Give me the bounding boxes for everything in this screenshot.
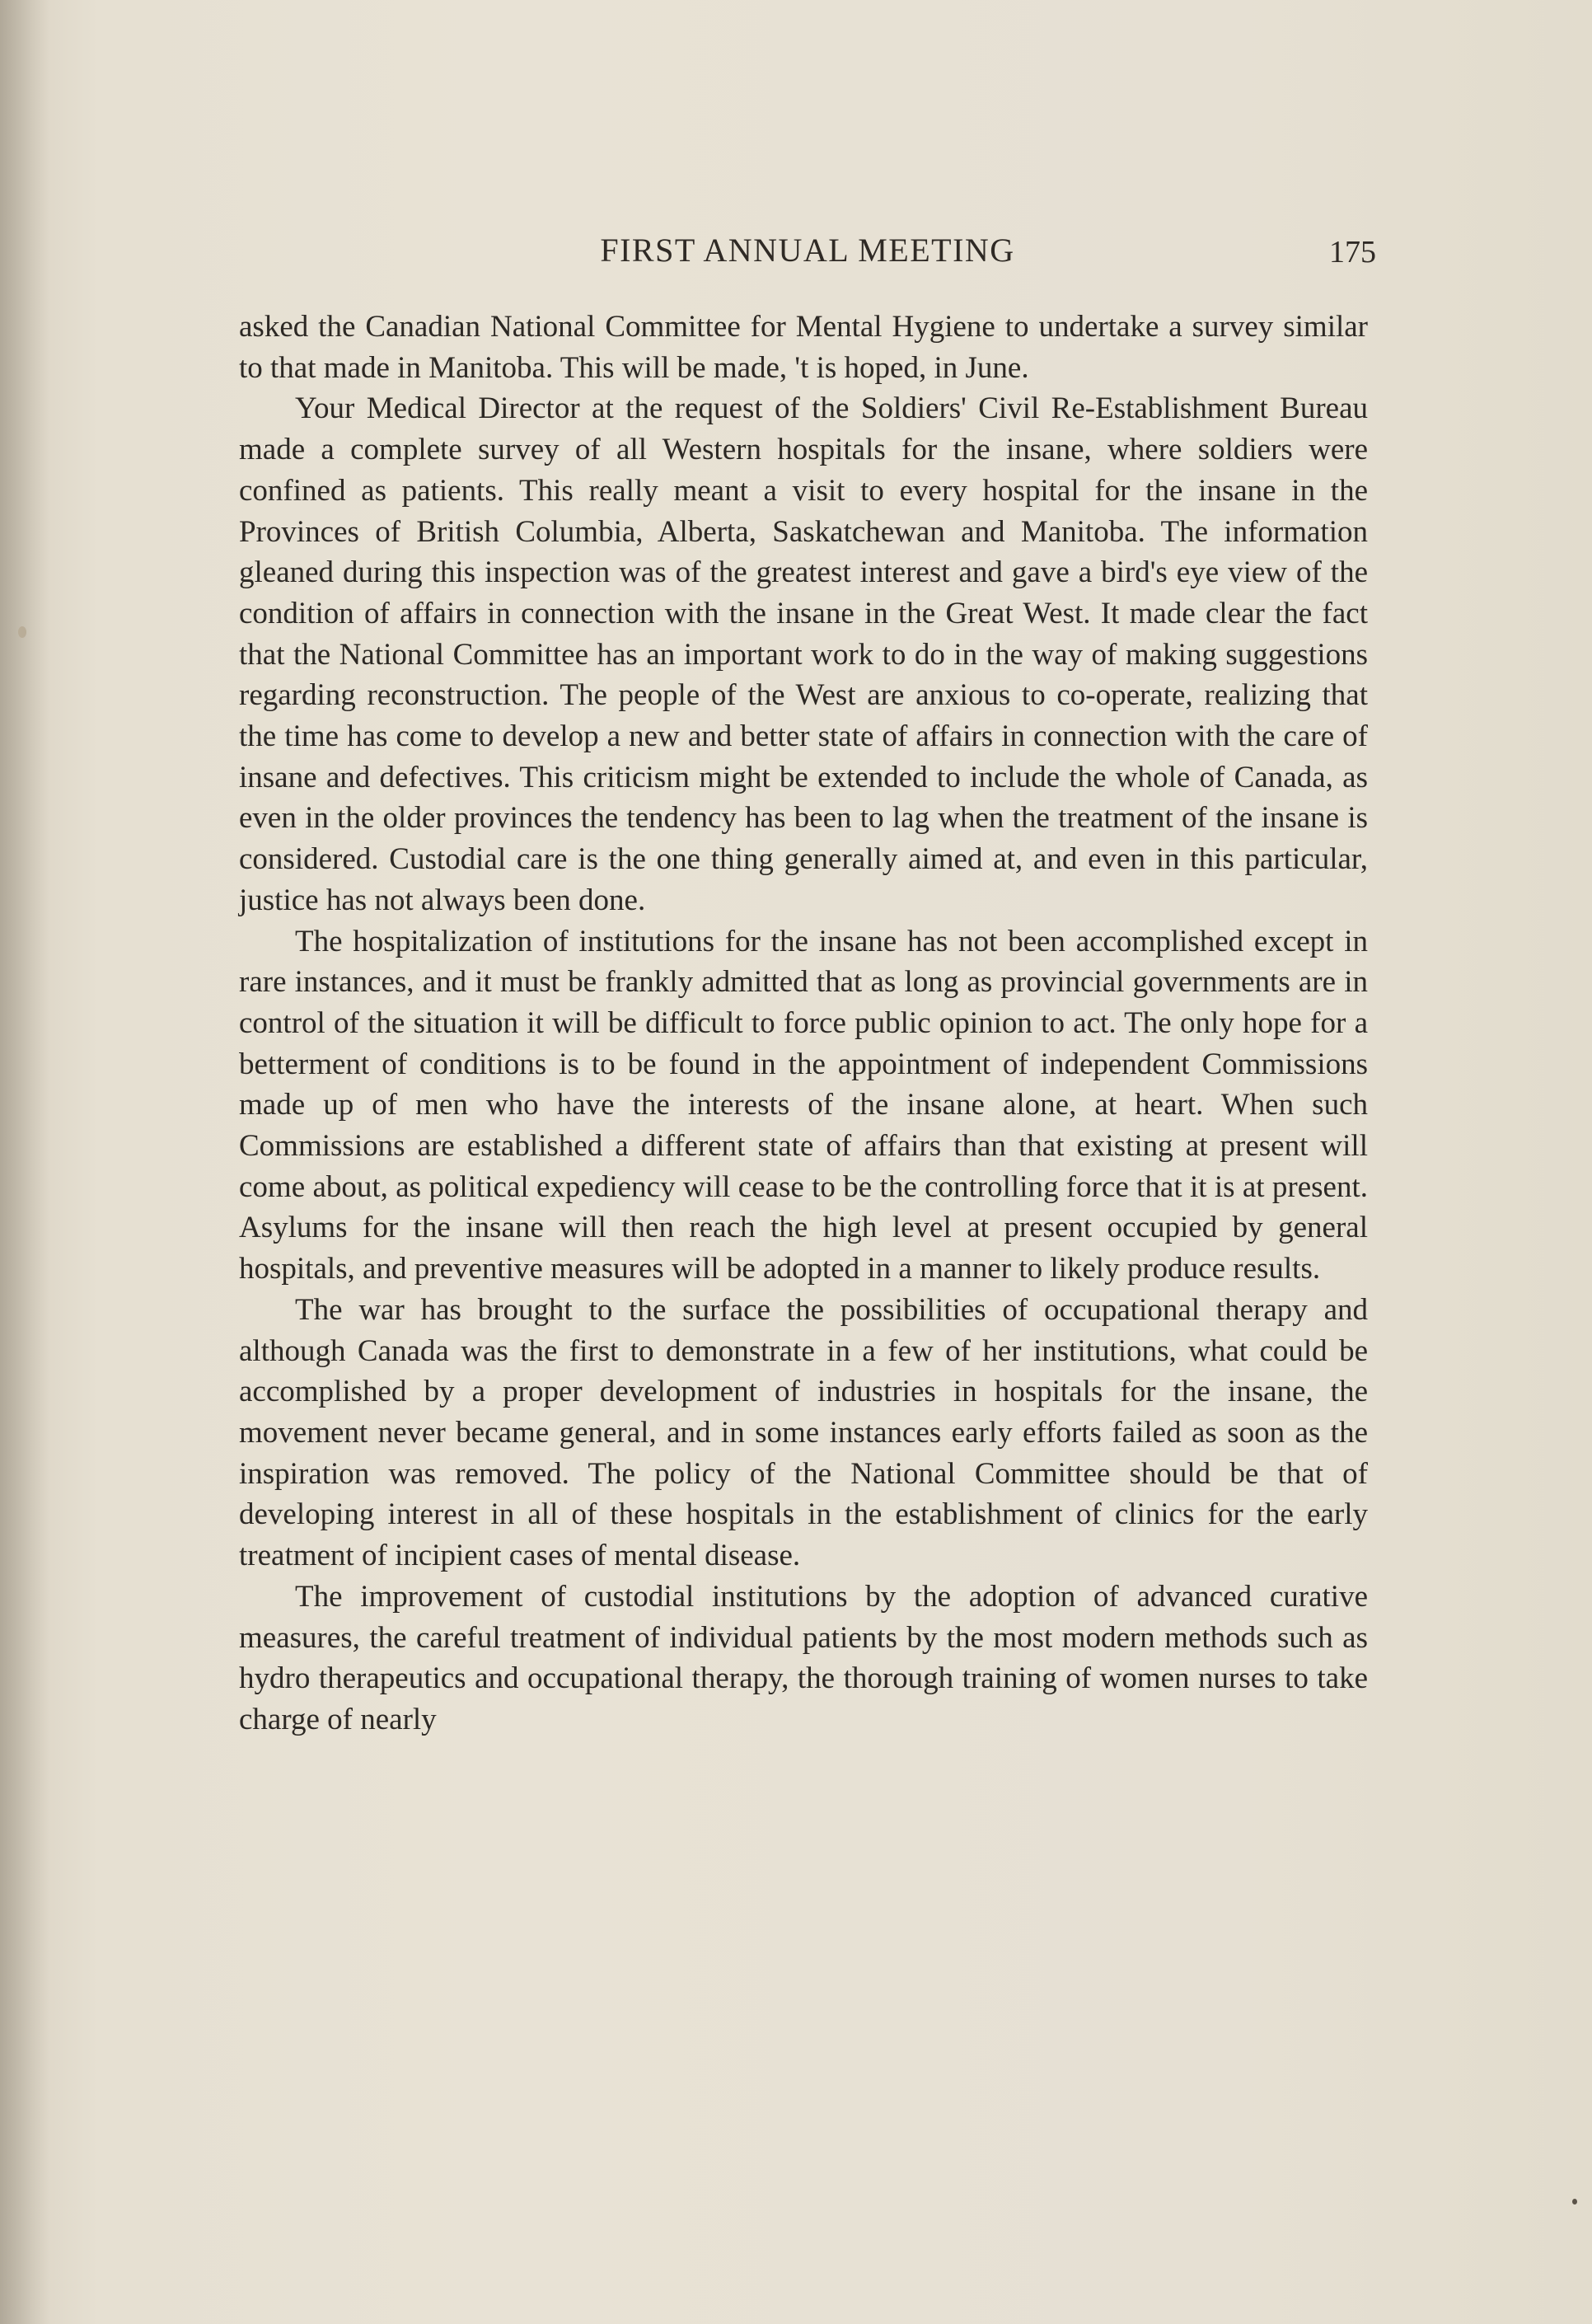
- paragraph-4: The war has brought to the surface the possibilities of occupational therapy and although Canada was the first to demonstrate in a few of her institutions, what could be accomplished by a proper development of industries in hospitals for the insane, the movement never became general, and in some instances early efforts failed as soon as the inspiration was removed. The policy of the National Committee should be that of developing interest in all of these hospitals in the establishment of clinics for the early treatment of incipient cases of mental disease.: [239, 1292, 1368, 1573]
- paragraph-5: The improvement of custodial institutions by the adoption of advanced curative measures, the careful treatment of individual patients by the most modern methods such as hydro therapeutics and occupational therapy, the thorough training of women nurses to take charge of nearly: [239, 1579, 1368, 1736]
- paper-speck: [18, 626, 26, 638]
- paragraph-1: asked the Canadian National Committee for Mental Hygiene to undertake a survey similar to that made in Manitoba. This will be made, 't is hoped, in June.: [239, 310, 1368, 385]
- spine-shadow: [0, 0, 49, 2324]
- body-text: [239, 307, 1368, 1741]
- page-header: [239, 231, 1376, 280]
- running-title: FIRST ANNUAL MEETING: [600, 232, 1015, 269]
- page-number: 175: [1329, 235, 1376, 269]
- paragraph-3: The hospitalization of institutions for the insane has not been accomplished except in rare instances, and it must be frankly admitted that as long as provincial governments are in control of the situation it will be difficult to force public opinion to act. The only hope for a betterment of conditions is to be found in the appointment of independent Commissions made up of men who have the interests of the insane alone, at heart. When such Commissions are established a different state of affairs than that existing at present will come about, as political expediency will cease to be the controlling force that it is at present. Asylums for the insane will then reach the high level at present occupied by general hospitals, and preventive measures will be adopted in a manner to likely produce results.: [239, 924, 1368, 1286]
- paragraph-2: Your Medical Director at the request of the Soldiers' Civil Re-Establishment Bureau made a complete survey of all Western hospitals for the insane, where soldiers were confined as patients. This really meant a visit to every hospital for the insane in the Provinces of British Columbia, Alberta, Saskatchewan and Manitoba. The information gleaned during this inspection was of the greatest interest and gave a bird's eye view of the condition of affairs in connection with the insane in the Great West. It made clear the fact that the National Committee has an important work to do in the way of making suggestions regarding reconstruction. The people of the West are anxious to co-operate, realizing that the time has come to develop a new and better state of affairs in connection with the care of insane and defectives. This criticism might be extended to include the whole of Canada, as even in the older provinces the tendency has been to lag when the treatment of the insane is considered. Custodial care is the one thing generally aimed at, and even in this particular, justice has not always been done.: [239, 391, 1368, 917]
- paper-speck: [1572, 2199, 1577, 2205]
